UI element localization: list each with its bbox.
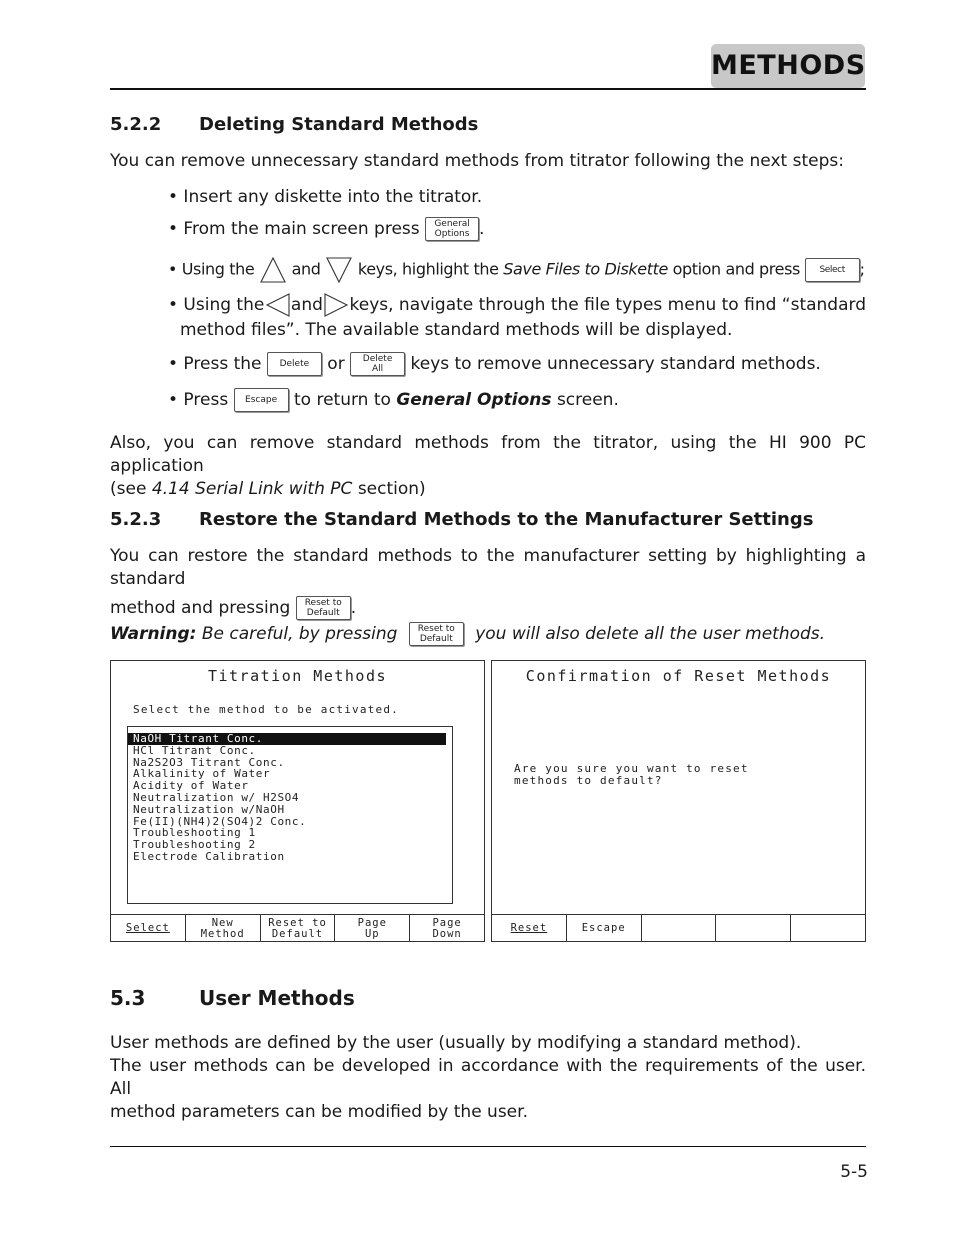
fkey-label: Reset: [510, 922, 548, 935]
bullet-delete-keys: [168, 352, 821, 376]
bullet-text: ;: [859, 259, 865, 279]
method-list-item-selected[interactable]: NaOH Titrant Conc.: [128, 733, 446, 745]
paragraph-also: [110, 432, 866, 501]
bullet-text: screen.: [556, 390, 619, 410]
function-key-bar: [110, 914, 485, 942]
fkey-empty: [790, 915, 866, 942]
section-title: User Methods: [199, 986, 355, 1010]
confirmation-reset-screen: [491, 660, 866, 942]
paragraph-line: User methods are defined by the user (usually by modifying a standard method).: [110, 1033, 802, 1053]
paragraph-line: The user methods can be developed in accordance with the requirements of the user. All: [110, 1056, 866, 1099]
paragraph-line: method parameters can be modified by the user.: [110, 1102, 528, 1122]
warning-label: Warning:: [110, 624, 197, 644]
general-options-key: [425, 217, 479, 241]
key-label-line1: General: [434, 219, 470, 229]
fkey-label: Reset to: [268, 917, 327, 929]
select-key: Select: [805, 258, 860, 282]
section-number: 5.2.3: [110, 509, 162, 530]
chapter-badge: METHODS: [711, 44, 865, 88]
fkey-label: Up: [364, 927, 380, 940]
section-title: Restore the Standard Methods to the Manufacturer Settings: [199, 509, 814, 530]
key-label-line2: All: [372, 364, 384, 374]
down-arrow-key-icon: [325, 256, 353, 284]
bullet-text: • Using the: [168, 259, 255, 279]
bullet-text: • Using the: [168, 294, 265, 315]
fkey-select[interactable]: [110, 915, 185, 942]
escape-key: Escape: [234, 388, 289, 412]
fkey-label: Down: [432, 927, 462, 940]
bullet-text-continued: method files”. The available standard methods will be displayed.: [180, 320, 733, 340]
bullet-escape: [168, 388, 619, 412]
paragraph-line: [110, 596, 866, 620]
methods-listbox[interactable]: [127, 726, 453, 904]
fkey-label: Method: [200, 927, 245, 940]
fkey-page-down[interactable]: [409, 915, 485, 942]
paragraph-text: method and pressing: [110, 598, 291, 618]
warning-note: [110, 622, 866, 646]
key-label-line1: Delete: [362, 354, 393, 364]
function-key-bar: [491, 914, 866, 942]
method-list-item[interactable]: Neutralization w/ H2SO4: [133, 790, 300, 804]
paragraph-line: Also, you can remove standard methods from the titrator, using the HI 900 PC application: [110, 433, 866, 476]
paragraph-line: [110, 478, 866, 501]
fkey-new-method[interactable]: [185, 915, 260, 942]
paragraph-user-methods: [110, 1032, 866, 1124]
fkey-label: Default: [271, 927, 324, 940]
bullet-text: keys, highlight the: [357, 259, 499, 279]
delete-all-key: [350, 352, 405, 376]
key-label-line1: Reset to: [304, 598, 342, 608]
section-heading-5-2-2: [110, 114, 478, 135]
paragraph-text: section): [357, 479, 426, 499]
bullet-text: to return to: [294, 390, 391, 410]
screen-title: Confirmation of Reset Methods: [525, 667, 832, 685]
bullet-insert-diskette: • Insert any diskette into the titrator.: [168, 187, 483, 207]
bullet-text: • From the main screen press: [168, 219, 420, 239]
bullet-text: and: [290, 294, 323, 315]
warning-text: Be careful, by pressing: [201, 624, 398, 644]
method-list-item[interactable]: Troubleshooting 1: [133, 826, 256, 840]
bullet-text: keys to remove unnecessary standard methods.: [410, 354, 821, 374]
key-label-line2: Default: [419, 634, 453, 644]
screen-subtitle: Select the method to be activated.: [133, 703, 399, 716]
left-arrow-key-icon: [265, 293, 291, 317]
confirmation-message-line1: Are you sure you want to reset: [514, 762, 749, 775]
warning-text: you will also delete all the user methods.: [475, 624, 826, 644]
confirmation-message-line2: methods to default?: [514, 774, 663, 787]
method-list-item[interactable]: HCl Titrant Conc.: [133, 743, 256, 757]
paragraph-restore: [110, 545, 866, 620]
fkey-reset-to-default[interactable]: [260, 915, 335, 942]
right-arrow-key-icon: [323, 293, 349, 317]
bullet-navigate-file-types: [168, 293, 866, 342]
bullet-highlight-save: [168, 256, 865, 284]
paragraph: You can remove unnecessary standard methods from titrator following the next steps:: [110, 151, 844, 171]
bullet-main-screen: [168, 217, 484, 241]
cross-reference-link: 4.14 Serial Link with PC: [151, 479, 353, 499]
section-heading-5-2-3: [110, 509, 813, 530]
fkey-empty: [715, 915, 790, 942]
fkey-label: Page: [432, 917, 462, 929]
bullet-text: .: [479, 219, 485, 239]
method-list-item[interactable]: Acidity of Water: [133, 779, 249, 793]
method-list-item[interactable]: Troubleshooting 2: [133, 838, 256, 852]
section-heading-5-3: [110, 986, 355, 1010]
method-list-item[interactable]: Alkalinity of Water: [133, 767, 271, 781]
method-list-item[interactable]: Na2S2O3 Titrant Conc.: [133, 755, 285, 769]
bullet-text: option and press: [672, 259, 800, 279]
section-title: Deleting Standard Methods: [199, 114, 479, 135]
method-list-item[interactable]: Electrode Calibration: [133, 849, 285, 863]
fkey-label: Escape: [581, 922, 626, 935]
delete-key: Delete: [267, 352, 322, 376]
paragraph-line: You can restore the standard methods to the manufacturer setting by highlighting a standard: [110, 546, 866, 589]
key-label-line2: Options: [434, 229, 470, 239]
bullet-text: or: [327, 354, 345, 374]
bullet-text: keys, navigate through the file types menu to find “standard: [349, 294, 866, 315]
bullet-bold-italic-text: General Options: [396, 390, 552, 410]
method-list-item[interactable]: Neutralization w/NaOH: [133, 802, 285, 816]
fkey-label: New: [211, 917, 234, 929]
up-arrow-key-icon: [259, 256, 287, 284]
titration-methods-screen: [110, 660, 485, 942]
fkey-empty: [641, 915, 716, 942]
key-label-line2: Default: [306, 608, 340, 618]
bullet-text: • Press: [168, 390, 229, 410]
footer-rule: [110, 1146, 866, 1147]
screen-title: Titration Methods: [207, 667, 388, 685]
paragraph-text: (see: [110, 479, 147, 499]
fkey-label: Page: [357, 917, 387, 929]
section-number: 5.2.2: [110, 114, 162, 135]
page-number: 5-5: [840, 1162, 868, 1182]
fkey-label: Select: [125, 922, 170, 935]
header-rule: [110, 88, 866, 90]
reset-to-default-key: [296, 596, 351, 620]
bullet-text: • Press the: [168, 354, 262, 374]
paragraph-text: .: [350, 598, 357, 618]
bullet-italic-text: Save Files to Diskette: [503, 259, 668, 279]
section-number: 5.3: [110, 986, 146, 1010]
method-list-item[interactable]: Fe(II)(NH4)2(SO4)2 Conc.: [133, 814, 307, 828]
reset-to-default-key: [409, 622, 464, 646]
key-label-line1: Reset to: [417, 624, 455, 634]
fkey-page-up[interactable]: [334, 915, 409, 942]
fkey-reset[interactable]: [491, 915, 566, 942]
fkey-escape[interactable]: [566, 915, 641, 942]
bullet-text: and: [291, 259, 321, 279]
